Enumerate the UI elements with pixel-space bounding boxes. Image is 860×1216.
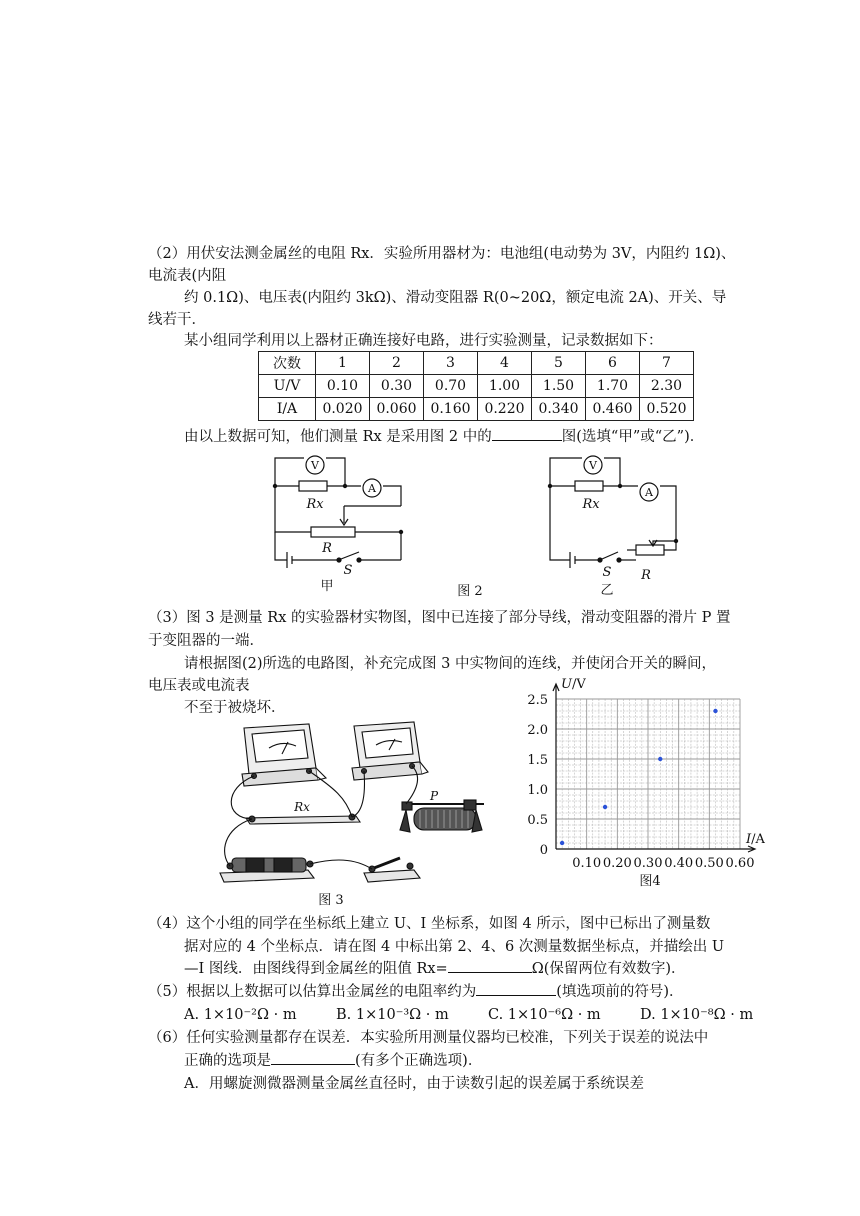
q3-line-1: （3）图 3 是测量 Rx 的实验器材实物图，图中已连接了部分导线，滑动变阻器的滑片 P 置 bbox=[148, 610, 731, 626]
table-cell: 0.10 bbox=[316, 375, 370, 398]
figure-4-caption: 图4 bbox=[639, 874, 661, 889]
table-cell: 0.520 bbox=[640, 398, 694, 421]
switch-device bbox=[364, 858, 420, 882]
ammeter-device bbox=[352, 722, 428, 780]
ammeter-label-yi: A bbox=[645, 486, 653, 499]
q3-line-3: 请根据图(2)所选的电路图，补充完成图 3 中实物间的连线，并使闭合开关的瞬间， bbox=[184, 656, 716, 672]
table-cell: 0.340 bbox=[532, 398, 586, 421]
table-row-header bbox=[259, 352, 694, 375]
y-tick-label: 0.5 bbox=[527, 813, 548, 828]
q4-line-2: 据对应的 4 个坐标点．请在图 4 中标出第 2、4、6 次测量数据坐标点，并描绘出 U bbox=[184, 939, 725, 955]
q5-option-b[interactable]: B. 1×10⁻³Ω · m bbox=[336, 1007, 449, 1023]
battery-device bbox=[220, 858, 314, 882]
answer-blank[interactable] bbox=[271, 1050, 355, 1065]
rheostat-device bbox=[400, 800, 484, 832]
data-point bbox=[560, 841, 564, 845]
answer-blank[interactable] bbox=[492, 426, 562, 441]
data-point bbox=[713, 709, 717, 713]
data-table bbox=[258, 351, 694, 421]
x-tick-label: 0.10 bbox=[572, 856, 602, 871]
x-tick-label: 0.50 bbox=[694, 856, 724, 871]
data-point bbox=[603, 805, 607, 809]
answer-blank[interactable] bbox=[448, 958, 532, 973]
q2-line-5: 某小组同学利用以上器材正确连接好电路，进行实验测量，记录数据如下： bbox=[184, 333, 663, 349]
table-cell: 0.020 bbox=[316, 398, 370, 421]
table-cell: 0.060 bbox=[370, 398, 424, 421]
ammeter-label-jia: A bbox=[368, 482, 376, 495]
answer-blank[interactable] bbox=[476, 981, 556, 996]
s-label-yi: S bbox=[602, 565, 612, 580]
q6-line-2: 正确的选项是 (有多个正确选项)． bbox=[184, 1050, 482, 1072]
x-tick-label: 0.30 bbox=[633, 856, 663, 871]
label-jia: 甲 bbox=[320, 579, 334, 594]
x-tick-label: 0.40 bbox=[664, 856, 694, 871]
q2-line-4: 线若干． bbox=[148, 312, 206, 328]
table-cell: I/A bbox=[259, 398, 316, 421]
chart-grid bbox=[553, 684, 755, 852]
y-tick-label: 1.5 bbox=[527, 753, 548, 768]
x-tick-label: 0.20 bbox=[602, 856, 632, 871]
y-tick-label: 2.5 bbox=[527, 693, 548, 708]
q5-line-1: （5）根据以上数据可以估算出金属丝的电阻率约为 (填选项前的符号)． bbox=[148, 981, 684, 1003]
voltmeter-label-yi: V bbox=[589, 459, 597, 472]
q2-line-6: 由以上数据可知，他们测量 Rx 是采用图 2 中的 图(选填“甲”或“乙”)． bbox=[184, 426, 704, 448]
figure-2-schematic bbox=[255, 448, 705, 598]
table-row-voltage bbox=[259, 375, 694, 398]
table-cell: 1.70 bbox=[586, 375, 640, 398]
data-point bbox=[658, 757, 662, 761]
q5-option-a[interactable]: A. 1×10⁻²Ω · m bbox=[184, 1007, 297, 1023]
table-cell: 1 bbox=[316, 352, 370, 375]
y-tick-label: 0 bbox=[539, 843, 548, 858]
table-cell: 0.220 bbox=[478, 398, 532, 421]
q3-line-2: 于变阻器的一端． bbox=[148, 633, 264, 649]
r-label-jia: R bbox=[322, 541, 332, 556]
q5-option-d[interactable]: D. 1×10⁻⁸Ω · m bbox=[640, 1007, 754, 1023]
table-cell: 7 bbox=[640, 352, 694, 375]
s-label-jia: S bbox=[343, 563, 353, 578]
figure-4-chart bbox=[520, 675, 790, 895]
x-axis-label: I/A bbox=[746, 832, 765, 847]
r-label-yi: R bbox=[641, 568, 651, 583]
label-yi: 乙 bbox=[600, 583, 614, 598]
table-cell: U/V bbox=[259, 375, 316, 398]
figure-3-caption: 图 3 bbox=[318, 893, 344, 908]
q3-line-4: 电压表或电流表 bbox=[148, 678, 250, 694]
y-tick-label: 1.0 bbox=[527, 783, 548, 798]
q6-option-a[interactable]: A．用螺旋测微器测量金属丝直径时，由于读数引起的误差属于系统误差 bbox=[184, 1076, 644, 1092]
rx-label-jia: Rx bbox=[306, 497, 324, 512]
q3-line-5: 不至于被烧坏． bbox=[184, 700, 286, 716]
table-cell: 0.460 bbox=[586, 398, 640, 421]
table-cell: 2.30 bbox=[640, 375, 694, 398]
figure-2-caption: 图 2 bbox=[457, 584, 483, 598]
q5-option-c[interactable]: C. 1×10⁻⁶Ω · m bbox=[488, 1007, 601, 1023]
table-cell: 1.00 bbox=[478, 375, 532, 398]
table-cell: 0.30 bbox=[370, 375, 424, 398]
table-cell: 4 bbox=[478, 352, 532, 375]
table-cell: 3 bbox=[424, 352, 478, 375]
fig3-rx-label: Rx bbox=[294, 800, 310, 814]
table-row-current bbox=[259, 398, 694, 421]
q2-line-1: （2）用伏安法测金属丝的电阻 Rx．实验所用器材为：电池组(电动势为 3V，内阻约 1Ω)、 bbox=[148, 246, 736, 262]
table-cell: 6 bbox=[586, 352, 640, 375]
table-cell: 0.70 bbox=[424, 375, 478, 398]
q4-line-1: （4）这个小组的同学在坐标纸上建立 U、I 坐标系，如图 4 所示，图中已标出了测量数 bbox=[148, 916, 711, 932]
table-cell: 2 bbox=[370, 352, 424, 375]
table-cell: 5 bbox=[532, 352, 586, 375]
figure-3-apparatus bbox=[214, 718, 504, 908]
q2-line-2: 电流表(内阻 bbox=[148, 268, 227, 284]
voltmeter-device bbox=[242, 724, 326, 786]
table-cell: 1.50 bbox=[532, 375, 586, 398]
table-cell: 0.160 bbox=[424, 398, 478, 421]
fig3-p-label: P bbox=[429, 789, 439, 803]
rx-label-yi: Rx bbox=[582, 497, 600, 512]
y-tick-label: 2.0 bbox=[527, 723, 548, 738]
x-tick-label: 0.60 bbox=[725, 856, 755, 871]
y-axis-label: U/V bbox=[561, 677, 586, 692]
q4-line-3: —I 图线．由图线得到金属丝的阻值 Rx= Ω(保留两位有效数字)． bbox=[184, 958, 686, 980]
table-cell: 次数 bbox=[259, 352, 316, 375]
voltmeter-label-jia: V bbox=[311, 459, 319, 472]
q2-line-3: 约 0.1Ω)、电压表(内阻约 3kΩ)、滑动变阻器 R(0~20Ω，额定电流 2A)、开关、导 bbox=[184, 290, 727, 306]
q6-line-1: （6）任何实验测量都存在误差．本实验所用测量仪器均已校准，下列关于误差的说法中 bbox=[148, 1030, 709, 1046]
